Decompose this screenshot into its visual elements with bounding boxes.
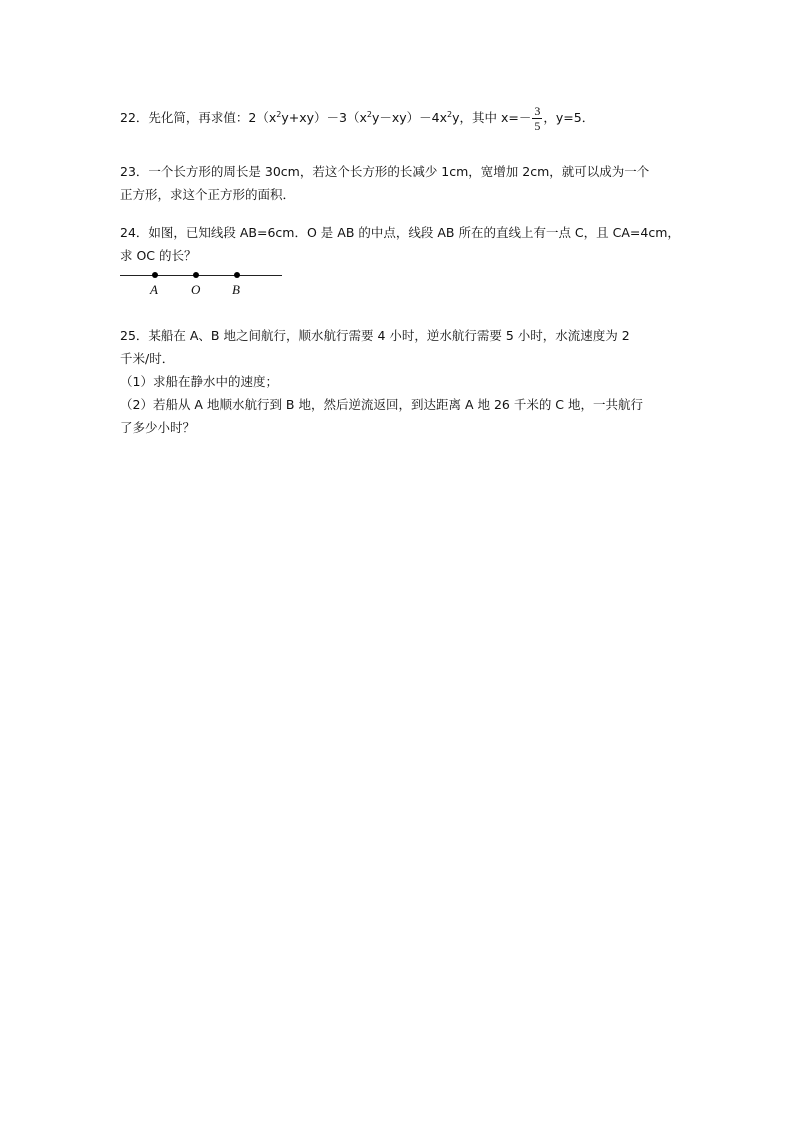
p24-line-1: 24．如图，已知线段 AB=6cm．O 是 AB 的中点，线段 AB 所在的直线上有一点 C，且 CA=4cm， [120, 225, 680, 240]
p25-line-2: 千米/时． [120, 351, 175, 366]
point-o-label: O [191, 282, 201, 297]
problem-22 [120, 104, 680, 133]
p22-text-start: 22．先化简，再求值：2（x [120, 110, 277, 125]
p22-exponent-2: 2 [366, 109, 372, 119]
point-a-label: A [150, 282, 158, 297]
p22-exponent-3: 2 [447, 109, 453, 119]
p22-fraction [532, 104, 542, 133]
segment-figure [120, 268, 290, 298]
p22-fraction-numerator: 3 [534, 104, 541, 118]
p23-line-1: 23．一个长方形的周长是 30cm，若这个长方形的长减少 1cm，宽增加 2cm，就可以成为一个 [120, 164, 650, 179]
p22-text-2: y+xy）－3（x [281, 110, 367, 125]
problem-25 [120, 324, 680, 439]
p23-line-2: 正方形，求这个正方形的面积． [120, 187, 296, 202]
segment-line [120, 275, 282, 276]
p24-line-2: 求 OC 的长？ [120, 248, 197, 263]
p25-line-3: （1）求船在静水中的速度； [120, 374, 278, 389]
point-o-dot [193, 272, 199, 278]
p25-line-4: （2）若船从 A 地顺水航行到 B 地，然后逆流返回，到达距离 A 地 26 千米的 C 地，一共航行 [120, 397, 643, 412]
point-b-label: B [232, 282, 240, 297]
problem-23 [120, 160, 680, 206]
p22-text-4: y，其中 x=－ [452, 110, 532, 125]
p22-text-3: y－xy）－4x [371, 110, 448, 125]
p22-exponent-1: 2 [276, 109, 282, 119]
problem-24 [120, 221, 680, 267]
p25-line-1: 25．某船在 A、B 地之间航行，顺水航行需要 4 小时，逆水航行需要 5 小时，水流速度为 2 [120, 328, 630, 343]
p22-fraction-denominator: 5 [534, 119, 541, 133]
point-b-dot [234, 272, 240, 278]
p25-line-5: 了多少小时？ [120, 420, 196, 435]
point-a-dot [152, 272, 158, 278]
p22-text-end: ，y=5． [543, 110, 595, 125]
